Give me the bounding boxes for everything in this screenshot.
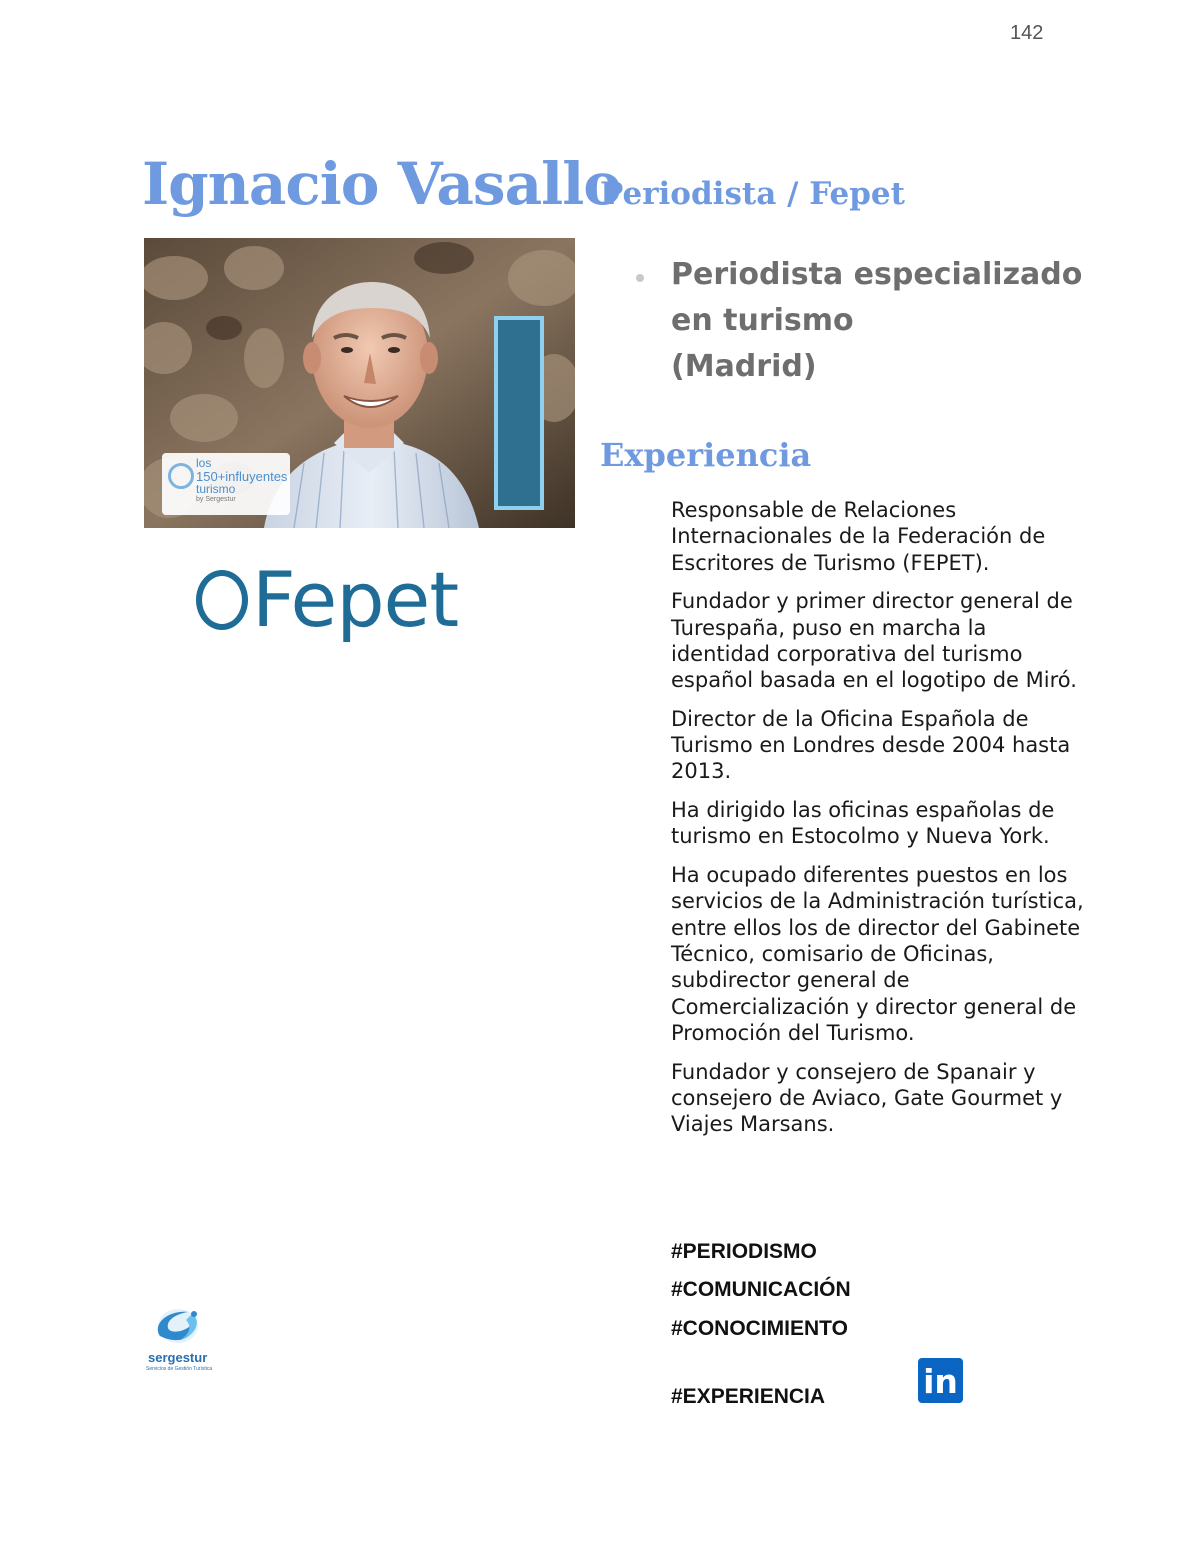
- hashtag: #EXPERIENCIA: [671, 1385, 826, 1408]
- sergestur-logo: [146, 1306, 216, 1372]
- badge-line-2: 150+influyentes: [196, 468, 288, 484]
- profile-name: Ignacio Vasallo: [142, 150, 621, 218]
- headline-line: (Madrid): [671, 349, 817, 384]
- headline-line: en turismo: [671, 303, 854, 338]
- experience-item: Ha ocupado diferentes puestos en los servicios de la Administración turística, entre ellos los de director del Gabinete Técnico, comisario de Oficinas, subdirector general de Comercialización y director general de Promoción del Turismo.: [671, 863, 1084, 1045]
- sergestur-tagline: Servicios de Gestión Turística: [146, 1366, 213, 1372]
- linkedin-icon[interactable]: in: [918, 1358, 963, 1403]
- sergestur-name: sergestur: [148, 1350, 208, 1365]
- badge-line-3: turismo: [196, 482, 236, 497]
- hashtag: #COMUNICACIÓN: [671, 1278, 851, 1301]
- badge-line-4: by Sergestur: [196, 495, 236, 503]
- fepet-ring-icon: [196, 570, 248, 630]
- bullet-icon: [636, 274, 644, 282]
- hashtag: #CONOCIMIENTO: [671, 1317, 848, 1340]
- experience-item: Fundador y primer director general de Turespaña, puso en marcha la identidad corporativa del turismo español basada en el logotipo de Miró.: [671, 589, 1077, 693]
- hashtag: #PERIODISMO: [671, 1240, 817, 1263]
- badge-ring-icon: [168, 463, 194, 489]
- influencers-badge: [162, 453, 290, 515]
- experience-list: [671, 497, 1091, 1150]
- fepet-logo-text: Fepet: [252, 555, 459, 644]
- experience-item: Director de la Oficina Española de Turismo en Londres desde 2004 hasta 2013.: [671, 706, 1071, 784]
- experience-item: Responsable de Relaciones Internacionales de la Federación de Escritores de Turismo (FEPET).: [671, 498, 1046, 575]
- headline-line: Periodista especializado: [671, 257, 1083, 292]
- badge-line-1: los: [196, 456, 212, 470]
- experience-item: Ha dirigido las oficinas españolas de turismo en Estocolmo y Nueva York.: [671, 798, 1055, 849]
- sergestur-swirl-icon: [146, 1306, 206, 1348]
- fepet-logo: [196, 555, 459, 644]
- experience-title: Experiencia: [600, 436, 812, 474]
- profile-headline: [671, 252, 1082, 390]
- profile-role: Periodista / Fepet: [600, 176, 905, 212]
- badge-text: [196, 457, 287, 503]
- experience-item: Fundador y consejero de Spanair y consejero de Aviaco, Gate Gourmet y Viajes Marsans.: [671, 1059, 1063, 1137]
- page-number: 142: [1010, 22, 1044, 44]
